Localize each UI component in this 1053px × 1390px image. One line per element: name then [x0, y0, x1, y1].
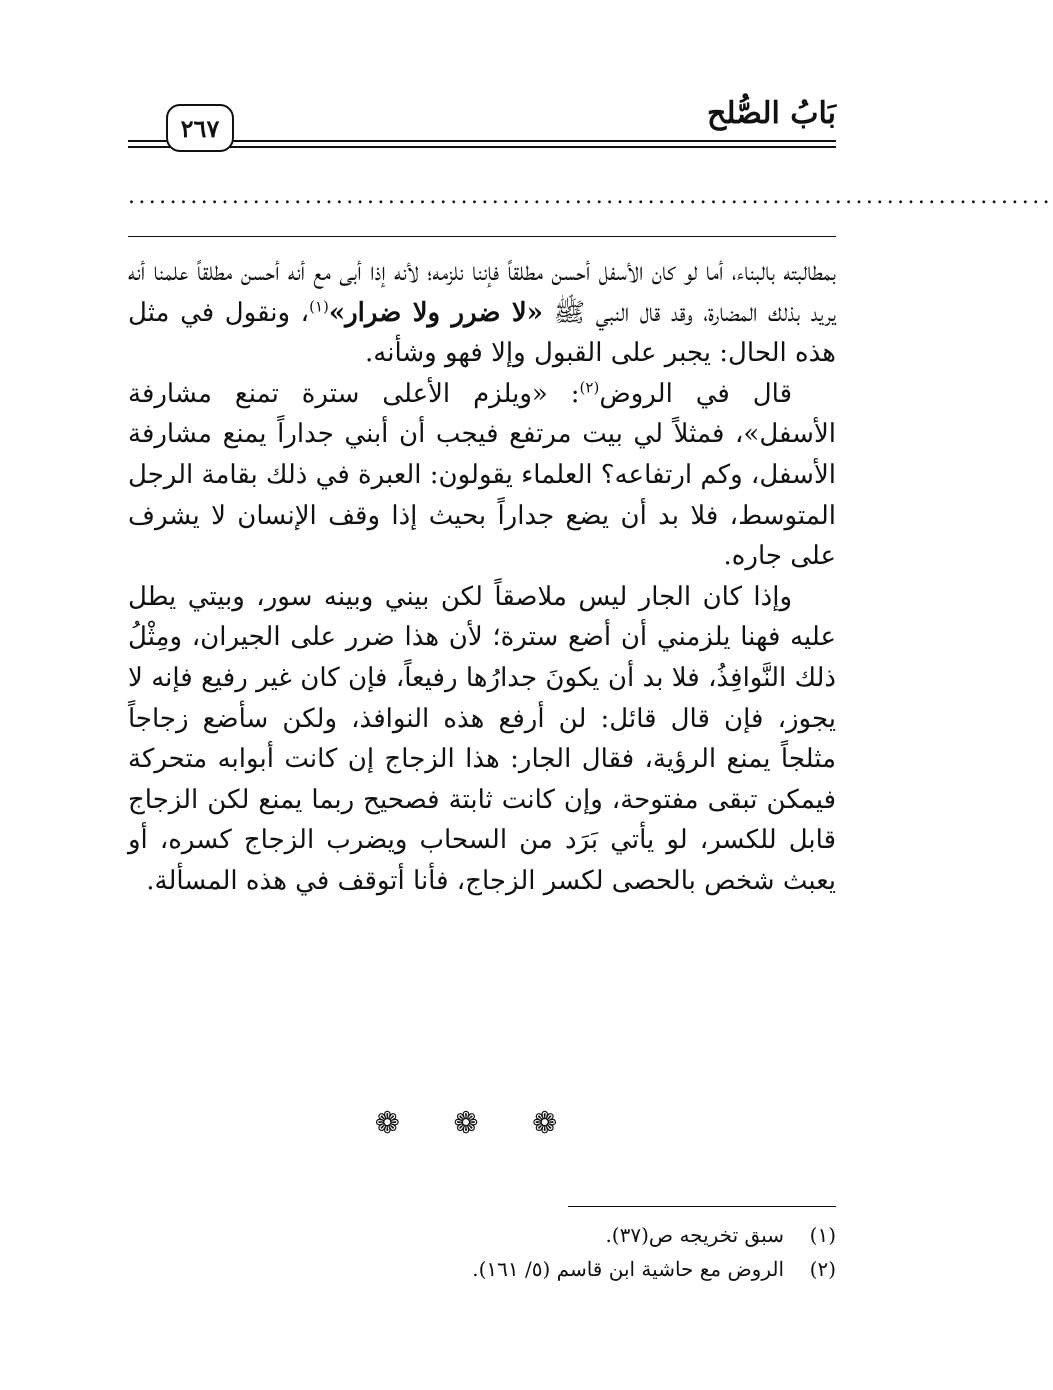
footnote-text: سبق تخريجه ص(٣٧). [605, 1223, 784, 1247]
paragraph-2-text-a: قال في الروض [599, 378, 792, 409]
paragraph-2-text-b: : «ويلزم الأعلى سترة تمنع مشارفة الأسفل»، فمثلاً لي بيت مرتفع فيجب أن أبني جداراً يمنع مشارفة الأسفل، وكم ارتفاعه؟ العلماء يقولون: العبرة في ذلك بقامة الرجل المتوسط، فلا بد أن يضع جداراً بحيث إذا وقف الإنسان لا يشرف على جاره. [128, 378, 836, 572]
chapter-title: بَابُ الصُّلح [707, 96, 836, 131]
footnote-1 [128, 1218, 836, 1252]
footnote-number: (١) [809, 1223, 836, 1247]
header-divider [128, 236, 836, 237]
footnote-ref-1: (١) [309, 296, 329, 315]
dotted-divider: ......................................................................................... [128, 184, 1053, 209]
footnote-number: (٢) [809, 1257, 836, 1281]
paragraph-1-text-a: بمطالبته بالبناء، أما لو كان الأسفل أحسن مطلقاً فإننا نلزمه؛ لأنه إذا أبى مع أنه أحسن مطلقاً علمنا أنه يريد بذلك المضارة، وقد قال النبي ﷺ [128, 257, 837, 328]
paragraph-3: وإذا كان الجار ليس ملاصقاً لكن بيني وبينه سور، وبيتي يطل عليه فهنا يلزمني أن أضع سترة؛ لأن هذا ضرر على الجيران، ومِثْلُ ذلك النَّوافِذُ، فلا بد أن يكونَ جدارُها رفيعاً، فإن كان غير رفيع فإنه لا يجوز، فإن قال قائل: لن أرفع هذه النوافذ، ولكن سأضع زجاجاً مثلجاً يمنع الرؤية، فقال الجار: هذا الزجاج إن كانت أبوابه متحركة فيمكن تبقى مفتوحة، وإن كانت ثابتة فصحيح ربما يمنع لكن الزجاج قابل للكسر، لو يأتي بَرَد من السحاب ويضرب الزجاج كسره، أو يعبث شخص بالحصى لكسر الزجاج، فأنا أتوقف في هذه المسألة. [128, 581, 836, 896]
main-text [128, 252, 836, 902]
hadith-quote: «لا ضرر ولا ضرار» [328, 297, 543, 328]
paragraph-1 [128, 252, 836, 374]
header-rule-bottom [128, 146, 836, 148]
footnotes [128, 1218, 836, 1286]
page-number: ٢٦٧ [166, 104, 234, 152]
section-separator-ornament: ❁ ❁ ❁ [374, 1106, 580, 1141]
footnote-rule [568, 1206, 836, 1207]
paragraph-1-text-b: ، ونقول في مثل هذه الحال: يجبر على القبول وإلا فهو وشأنه. [128, 297, 836, 369]
header-rule-top [128, 140, 836, 142]
paragraph-2 [128, 374, 836, 577]
footnote-2 [128, 1252, 836, 1286]
footnote-ref-2: (٢) [579, 378, 600, 397]
footnote-text: الروض مع حاشية ابن قاسم (٥/ ١٦١). [472, 1257, 784, 1281]
